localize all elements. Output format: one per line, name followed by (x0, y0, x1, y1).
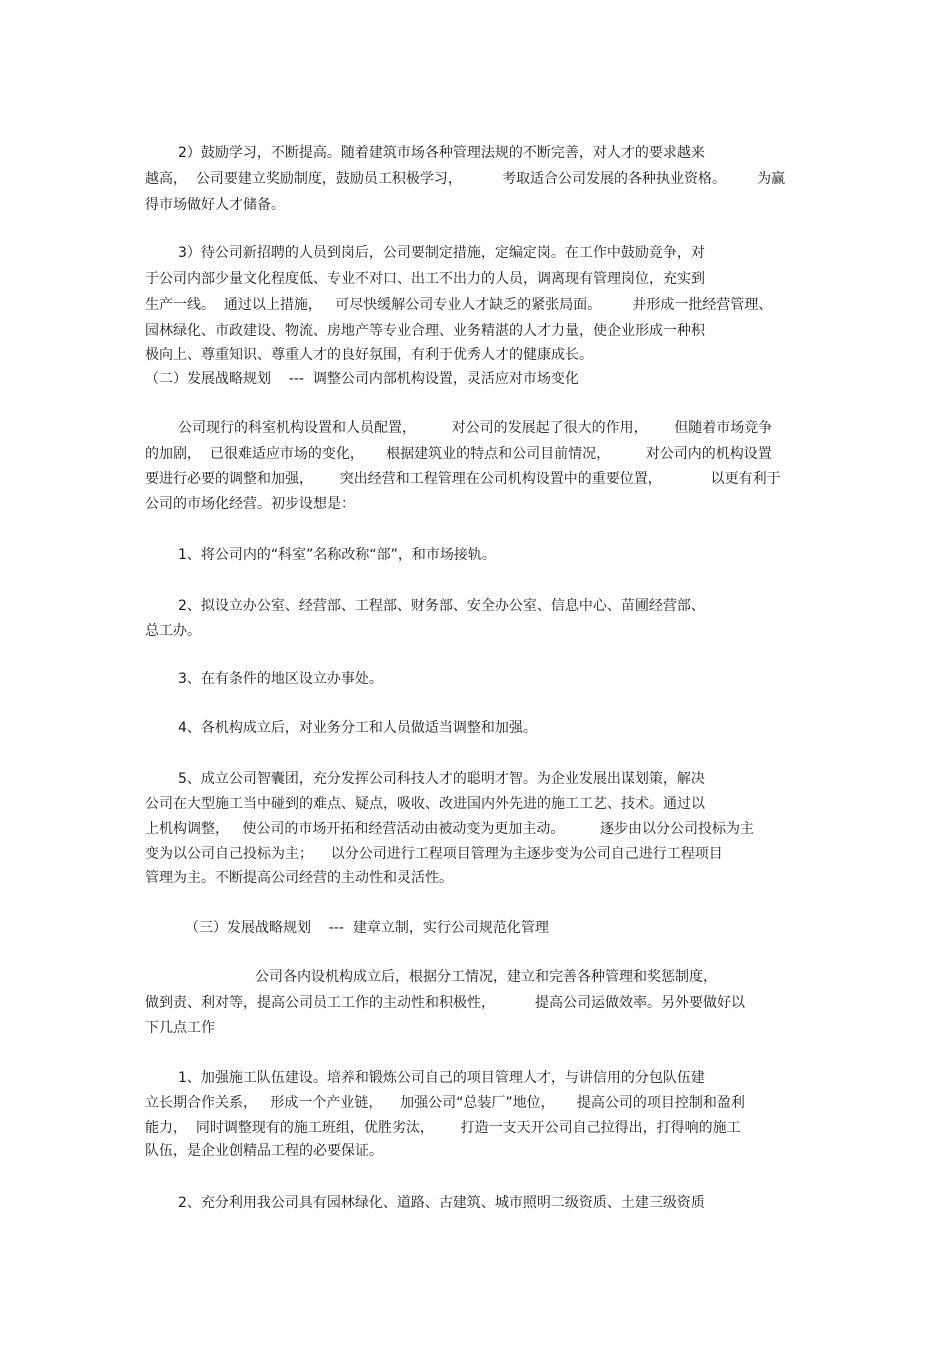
paragraph-line: 总工办。 (145, 623, 201, 639)
list-item: 1、将公司内的“科室”名称改称“部”，和市场接轨。 (178, 547, 496, 563)
paragraph-line: 公司的市场化经营。初步设想是： (145, 496, 355, 512)
list-item: 1、加强施工队伍建设。培养和锻炼公司自己的项目管理人才，与讲信用的分包队伍建 (178, 1070, 705, 1086)
paragraph-line: 得市场做好人才储备。 (145, 197, 285, 213)
paragraph-line: 要进行必要的调整和加强， 突出经营和工程管理在公司机构设置中的重要位置， 以更有利于 (145, 471, 781, 487)
paragraph-line: 3）待公司新招聘的人员到岗后，公司要制定措施，定编定岗。在工作中鼓励竞争，对 (178, 245, 705, 261)
paragraph-line: 能力， 同时调整现有的施工班组，优胜劣汰， 打造一支天开公司自己拉得出，打得响的施工 (145, 1120, 741, 1136)
paragraph-line: 公司现行的科室机构设置和人员配置， 对公司的发展起了很大的作用， 但随着市场竞争 (178, 420, 773, 436)
paragraph-line: 生产一线。 通过以上措施， 可尽快缓解公司专业人才缺乏的紧张局面。 并形成一批经营管理、 (145, 297, 773, 313)
paragraph-line: 越高， 公司要建立奖励制度，鼓励员工积极学习， 考取适合公司发展的各种执业资格。 为赢 (145, 171, 786, 187)
paragraph-line: 下几点工作 (145, 1020, 215, 1036)
paragraph-line: 极向上、尊重知识、尊重人才的良好氛围，有利于优秀人才的健康成长。 (145, 347, 593, 363)
paragraph-line: 管理为主。不断提高公司经营的主动性和灵活性。 (145, 870, 453, 886)
list-item: 2、充分利用我公司具有园林绿化、道路、古建筑、城市照明二级资质、土建三级资质 (178, 1195, 705, 1211)
paragraph-line: 公司在大型施工当中碰到的难点、疑点，吸收、改进国内外先进的施工工艺、技术。通过以 (145, 796, 705, 812)
paragraph-line: 园林绿化、市政建设、物流、房地产等专业合理、业务精湛的人才力量，使企业形成一种积 (145, 323, 705, 339)
list-item: 3、在有条件的地区设立办事处。 (178, 671, 383, 687)
paragraph-line: 队伍，是企业创精品工程的必要保证。 (145, 1143, 383, 1159)
list-item: 2、拟设立办公室、经营部、工程部、财务部、安全办公室、信息中心、苗圃经营部、 (178, 598, 705, 614)
paragraph-line: 2）鼓励学习，不断提高。随着建筑市场各种管理法规的不断完善，对人才的要求越来 (178, 145, 705, 161)
list-item: 5、成立公司智囊团，充分发挥公司科技人才的聪明才智。为企业发展出谋划策，解决 (178, 771, 705, 787)
paragraph-line: 做到责、利对等，提高公司员工工作的主动性和积极性， 提高公司运做效率。另外要做好以 (145, 995, 746, 1011)
paragraph-line: 立长期合作关系， 形成一个产业链， 加强公司“总装厂”地位， 提高公司的项目控制和盈利 (145, 1095, 745, 1111)
paragraph-line: 的加剧， 已很难适应市场的变化， 根据建筑业的特点和公司目前情况， 对公司内的机构设置 (145, 446, 772, 462)
section-heading: （三）发展战略规划 --- 建章立制，实行公司规范化管理 (185, 920, 549, 936)
paragraph-line: 公司各内设机构成立后，根据分工情况，建立和完善各种管理和奖惩制度， (255, 969, 717, 985)
section-heading: （二）发展战略规划 --- 调整公司内部机构设置，灵活应对市场变化 (145, 371, 579, 387)
list-item: 4、各机构成立后，对业务分工和人员做适当调整和加强。 (178, 720, 537, 736)
paragraph-line: 上机构调整， 使公司的市场开拓和经营活动由被动变为更加主动。 逐步由以分公司投标为主 (145, 821, 754, 837)
paragraph-line: 变为以公司自己投标为主； 以分公司进行工程项目管理为主逐步变为公司自己进行工程项目 (145, 846, 723, 862)
paragraph-line: 于公司内部少量文化程度低、专业不对口、出工不出力的人员，调离现有管理岗位，充实到 (145, 271, 705, 287)
